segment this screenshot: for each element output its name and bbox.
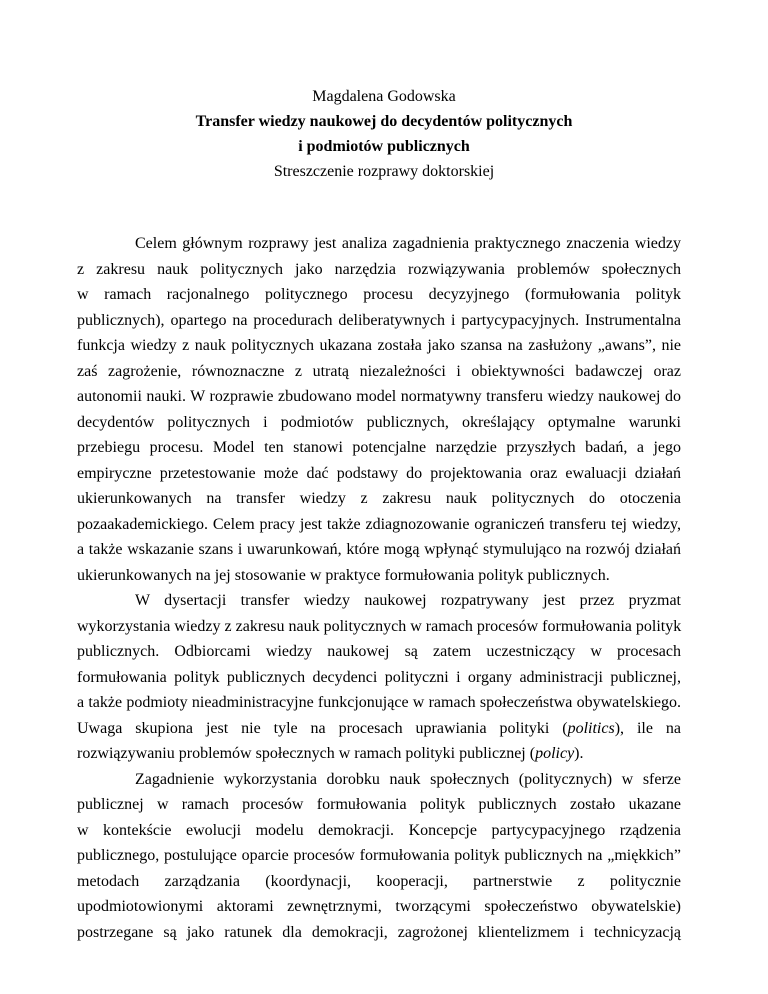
text-line: publicznej w ramach procesów formułowania polityk publicznych zostało ukazane	[77, 796, 681, 813]
text-line: autonomii nauki. W rozprawie zbudowano model normatywny transferu wiedzy naukowej do	[77, 388, 681, 405]
text-line: zaś zagrożenie, równoznaczne z utratą niezależności i obiektywności badawczej oraz	[77, 362, 681, 380]
text-line: publicznego, postulujące oparcie procesów formułowania polityk publicznych na „miękkich”	[77, 847, 681, 864]
text-line: pozaakademickiego. Celem pracy jest także zdiagnozowanie ograniczeń transferu tej wiedzy,	[77, 515, 681, 533]
text-line: z zakresu nauk politycznych jako narzędzia rozwiązywania problemów społecznych	[77, 260, 681, 278]
document-header	[0, 84, 768, 184]
text-line: formułowania polityk publicznych decydenci polityczni i organy administracji publicznej,	[77, 668, 681, 686]
text-line: W dysertacji transfer wiedzy naukowej rozpatrywany jest przez pryzmat	[135, 592, 681, 609]
thesis-title-line-1: Transfer wiedzy naukowej do decydentów politycznych	[195, 113, 573, 130]
text-line: decydentów politycznych i podmiotów publicznych, określający optymalne warunki	[77, 413, 681, 431]
text-line: funkcja wiedzy z nauk politycznych ukazana została jako szansa na zasłużony „awans”, nie	[77, 337, 681, 354]
abstract-body	[77, 231, 681, 945]
text-line: publicznych), opartego na procedurach deliberatywnych i partycypacyjnych. Instrumentalna	[77, 311, 681, 329]
text-line: ukierunkowanych na jej stosowanie w praktyce formułowania polityk publicznych.	[77, 566, 610, 584]
text-line: postrzegane są jako ratunek dla demokracji, zagrożonej klientelizmem i technicyzacją	[77, 923, 681, 941]
author-name: Magdalena Godowska	[312, 88, 456, 105]
text-line: a także podmioty nieadministracyjne funkcjonujące w ramach społeczeństwa obywatelskiego.	[77, 694, 681, 711]
text-line: ukierunkowanych na transfer wiedzy z zakresu nauk politycznych do otoczenia	[77, 490, 681, 507]
text-line: publicznych. Odbiorcami wiedzy naukowej są zatem uczestniczący w procesach	[77, 643, 681, 660]
document-subtitle: Streszczenie rozprawy doktorskiej	[273, 163, 495, 180]
text-line: metodach zarządzania (koordynacji, kooperacji, partnerstwie z politycznie	[77, 872, 681, 890]
text-line: empiryczne przetestowanie może dać podstawy do projektowania oraz ewaluacji działań	[77, 464, 681, 482]
text-line: Zagadnienie wykorzystania dorobku nauk społecznych (politycznych) w sferze	[135, 770, 681, 788]
text-line: Celem głównym rozprawy jest analiza zagadnienia praktycznego znaczenia wiedzy	[135, 235, 681, 252]
thesis-title-line-2: i podmiotów publicznych	[298, 138, 470, 155]
text-line: Uwaga skupiona jest nie tyle na procesach uprawiania polityki (politics), ile na	[77, 719, 682, 737]
text-line: upodmiotowionymi aktorami zewnętrznymi, tworzącymi społeczeństwo obywatelskie)	[77, 898, 681, 915]
text-line: w ramach racjonalnego politycznego procesu decyzyjnego (formułowania polityk	[77, 286, 681, 303]
text-line: przebiegu procesu. Model ten stanowi potencjalne narzędzie przyszłych badań, a jego	[77, 439, 681, 456]
text-line: rozwiązywaniu problemów społecznych w ramach polityki publicznej (policy).	[77, 745, 584, 762]
text-line: wykorzystania wiedzy z zakresu nauk politycznych w ramach procesów formułowania polityk	[77, 617, 682, 635]
text-line: a także wskazanie szans i uwarunkowań, które mogą wpłynąć stymulująco na rozwój działań	[77, 541, 681, 558]
text-line: w kontekście ewolucji modelu demokracji. Koncepcje partycypacyjnego rządzenia	[77, 821, 681, 839]
